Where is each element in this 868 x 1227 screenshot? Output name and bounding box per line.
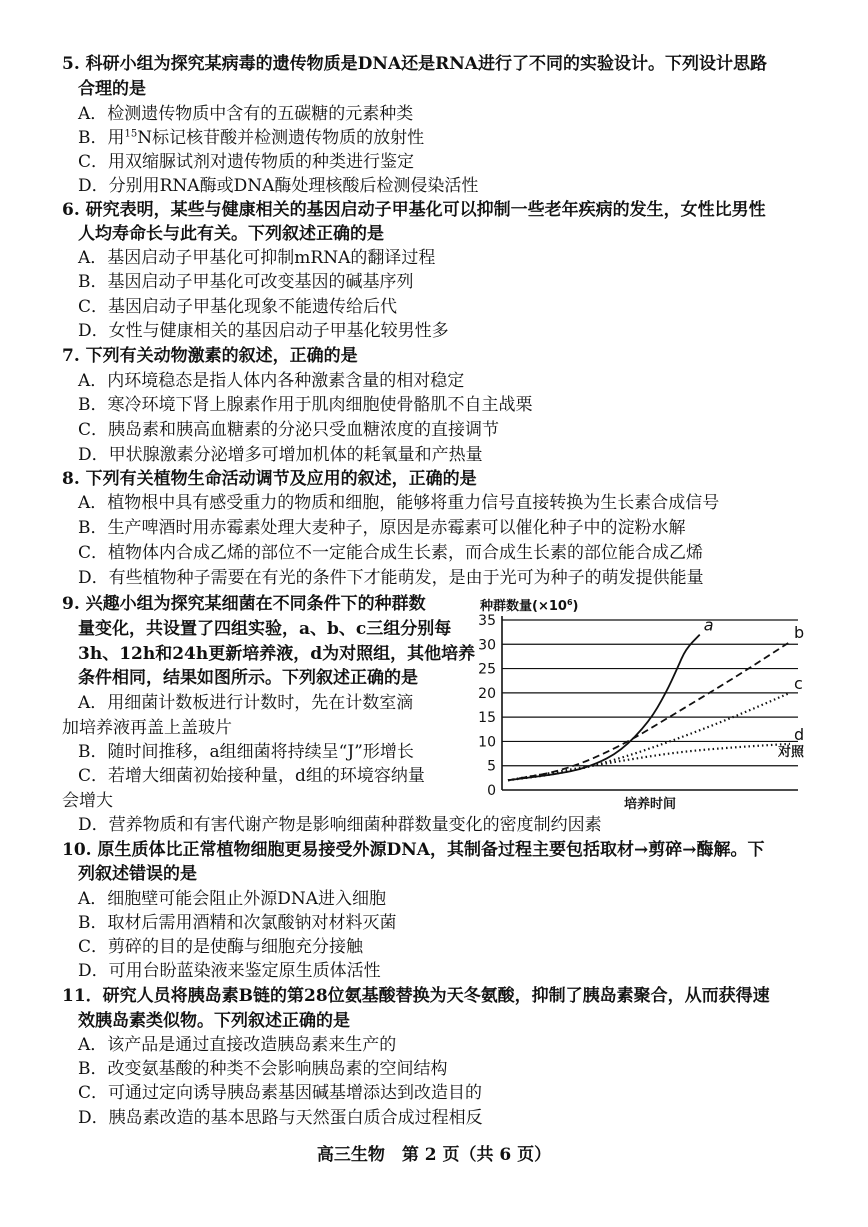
question-5-option-b: B．用$^{15}$N标记核苷酸并检测遗传物质的放射性 — [78, 128, 425, 148]
question-5-option-d: D．分别用RNA酶或DNA酶处理核酸后检测侵染活性 — [78, 176, 479, 196]
chart-y-tick-label: 5 — [487, 758, 496, 775]
chart-y-tick-label: 20 — [478, 685, 496, 702]
chart-axes — [502, 616, 798, 790]
question-7-option-a: A．内环境稳态是指人体内各种激素含量的相对稳定 — [78, 371, 465, 391]
chart-series-label-c: c — [794, 673, 803, 693]
chart-series-label-d: d — [794, 724, 805, 744]
chart-control-label: 对照 — [778, 745, 805, 760]
question-10-option-d: D．可用台盼蓝染液来鉴定原生质体活性 — [78, 961, 381, 981]
chart-y-ticks — [478, 613, 496, 799]
page-footer: 高三生物 第 2 页（共 6 页） — [316, 1145, 552, 1165]
question-5-option-c: C．用双缩脲试剂对遗传物质的种类进行鉴定 — [78, 152, 415, 172]
question-6-stem-line-2: 人均寿命长与此有关。下列叙述正确的是 — [78, 224, 384, 244]
chart-y-tick-label: 30 — [478, 637, 496, 654]
question-8-stem: 8. 下列有关植物生命活动调节及应用的叙述，正确的是 — [62, 469, 477, 489]
question-8-option-b: B．生产啤酒时用赤霉素处理大麦种子，原因是赤霉素可以催化种子中的淀粉水解 — [78, 518, 686, 538]
question-7-option-c: C．胰岛素和胰高血糖素的分泌只受血糖浓度的直接调节 — [78, 420, 500, 440]
question-9-option-d: D．营养物质和有害代谢产物是影响细菌种群数量变化的密度制约因素 — [78, 815, 602, 835]
question-8-option-c: C．植物体内合成乙烯的部位不一定能合成生长素，而合成生长素的部位能合成乙烯 — [78, 543, 704, 563]
chart-series-label-b: b — [794, 622, 805, 642]
question-9-option-b: B．随时间推移，a组细菌将持续呈“J”形增长 — [78, 742, 414, 762]
question-11-stem-line-2: 效胰岛素类似物。下列叙述正确的是 — [78, 1011, 350, 1031]
population-growth-chart — [458, 594, 818, 816]
chart-y-axis-label: 种群数量$(\times 10^6)$ — [480, 598, 579, 614]
chart-x-axis-label: 培养时间 — [623, 797, 677, 812]
chart-gridlines — [502, 620, 798, 766]
question-10-option-c: C．剪碎的目的是使酶与细胞充分接触 — [78, 937, 364, 957]
chart-y-tick-label: 35 — [478, 613, 496, 629]
chart-y-tick-label: 15 — [478, 710, 496, 727]
question-11-option-a: A．该产品是通过直接改造胰岛素来生产的 — [78, 1035, 397, 1055]
question-9-stem-line-1: 9. 兴趣小组为探究某细菌在不同条件下的种群数 — [62, 594, 426, 614]
question-11-option-c: C．可通过定向诱导胰岛素基因碱基增添达到改造目的 — [78, 1083, 483, 1103]
question-8-option-a: A．植物根中具有感受重力的物质和细胞，能够将重力信号直接转换为生长素合成信号 — [78, 493, 720, 513]
question-9-option-a-line-2: 加培养液再盖上盖玻片 — [62, 718, 232, 738]
question-7-option-d: D．甲状腺激素分泌增多可增加机体的耗氧量和产热量 — [78, 445, 483, 465]
question-11-option-b: B．改变氨基酸的种类不会影响胰岛素的空间结构 — [78, 1059, 448, 1079]
question-9-stem-line-2: 量变化，共设置了四组实验，a、b、c三组分别每 — [78, 619, 452, 639]
chart-y-tick-label: 25 — [478, 661, 496, 678]
question-5-stem-line-1: 5. 科研小组为探究某病毒的遗传物质是DNA还是RNA进行了不同的实验设计。下列设计思路 — [62, 54, 767, 74]
chart-series-line-c — [508, 693, 790, 780]
question-6-option-b: B．基因启动子甲基化可改变基因的碱基序列 — [78, 272, 414, 292]
question-10-stem-line-2: 列叙述错误的是 — [78, 864, 197, 884]
chart-series-line-a — [508, 635, 700, 781]
question-10-option-a: A．细胞壁可能会阻止外源DNA进入细胞 — [78, 889, 387, 909]
question-8-option-d: D．有些植物种子需要在有光的条件下才能萌发，是由于光可为种子的萌发提供能量 — [78, 568, 704, 588]
question-6-option-a: A．基因启动子甲基化可抑制mRNA的翻译过程 — [78, 248, 436, 268]
chart-y-tick-label: 0 — [487, 783, 496, 799]
question-10-option-b: B．取材后需用酒精和次氯酸钠对材料灭菌 — [78, 913, 397, 933]
question-5-option-a: A．检测遗传物质中含有的五碳糖的元素种类 — [78, 104, 414, 124]
question-10-stem-line-1: 10. 原生质体比正常植物细胞更易接受外源DNA，其制备过程主要包括取材→剪碎→酶解。下 — [62, 840, 765, 860]
chart-series-label-a: a — [703, 615, 714, 635]
question-6-stem-line-1: 6. 研究表明，某些与健康相关的基因启动子甲基化可以抑制一些老年疾病的发生，女性比男性 — [62, 200, 766, 220]
question-9-option-a-line-1: A．用细菌计数板进行计数时，先在计数室滴 — [78, 693, 414, 713]
question-9-option-c-line-2: 会增大 — [62, 791, 113, 811]
question-9-option-c-line-1: C．若增大细菌初始接种量，d组的环境容纳量 — [78, 766, 425, 786]
question-6-option-d: D．女性与健康相关的基因启动子甲基化较男性多 — [78, 321, 449, 341]
question-5-stem-line-2: 合理的是 — [78, 79, 146, 99]
question-11-option-d: D．胰岛素改造的基本思路与天然蛋白质合成过程相反 — [78, 1108, 483, 1128]
question-9-stem-line-4: 条件相同，结果如图所示。下列叙述正确的是 — [78, 668, 418, 688]
question-7-option-b: B．寒冷环境下肾上腺素作用于肌肉细胞使骨骼肌不自主战栗 — [78, 395, 533, 415]
question-7-stem: 7. 下列有关动物激素的叙述，正确的是 — [62, 346, 358, 366]
question-11-stem-line-1: 11．研究人员将胰岛素B链的第28位氨基酸替换为天冬氨酸，抑制了胰岛素聚合，从而获得速 — [62, 986, 770, 1006]
chart-y-tick-label: 10 — [478, 734, 496, 751]
question-9-stem-line-3: 3h、12h和24h更新培养液，d为对照组，其他培养 — [78, 644, 476, 664]
chart-series-line-b — [508, 642, 790, 780]
question-6-option-c: C．基因启动子甲基化现象不能遗传给后代 — [78, 297, 398, 317]
chart-series — [508, 616, 804, 781]
